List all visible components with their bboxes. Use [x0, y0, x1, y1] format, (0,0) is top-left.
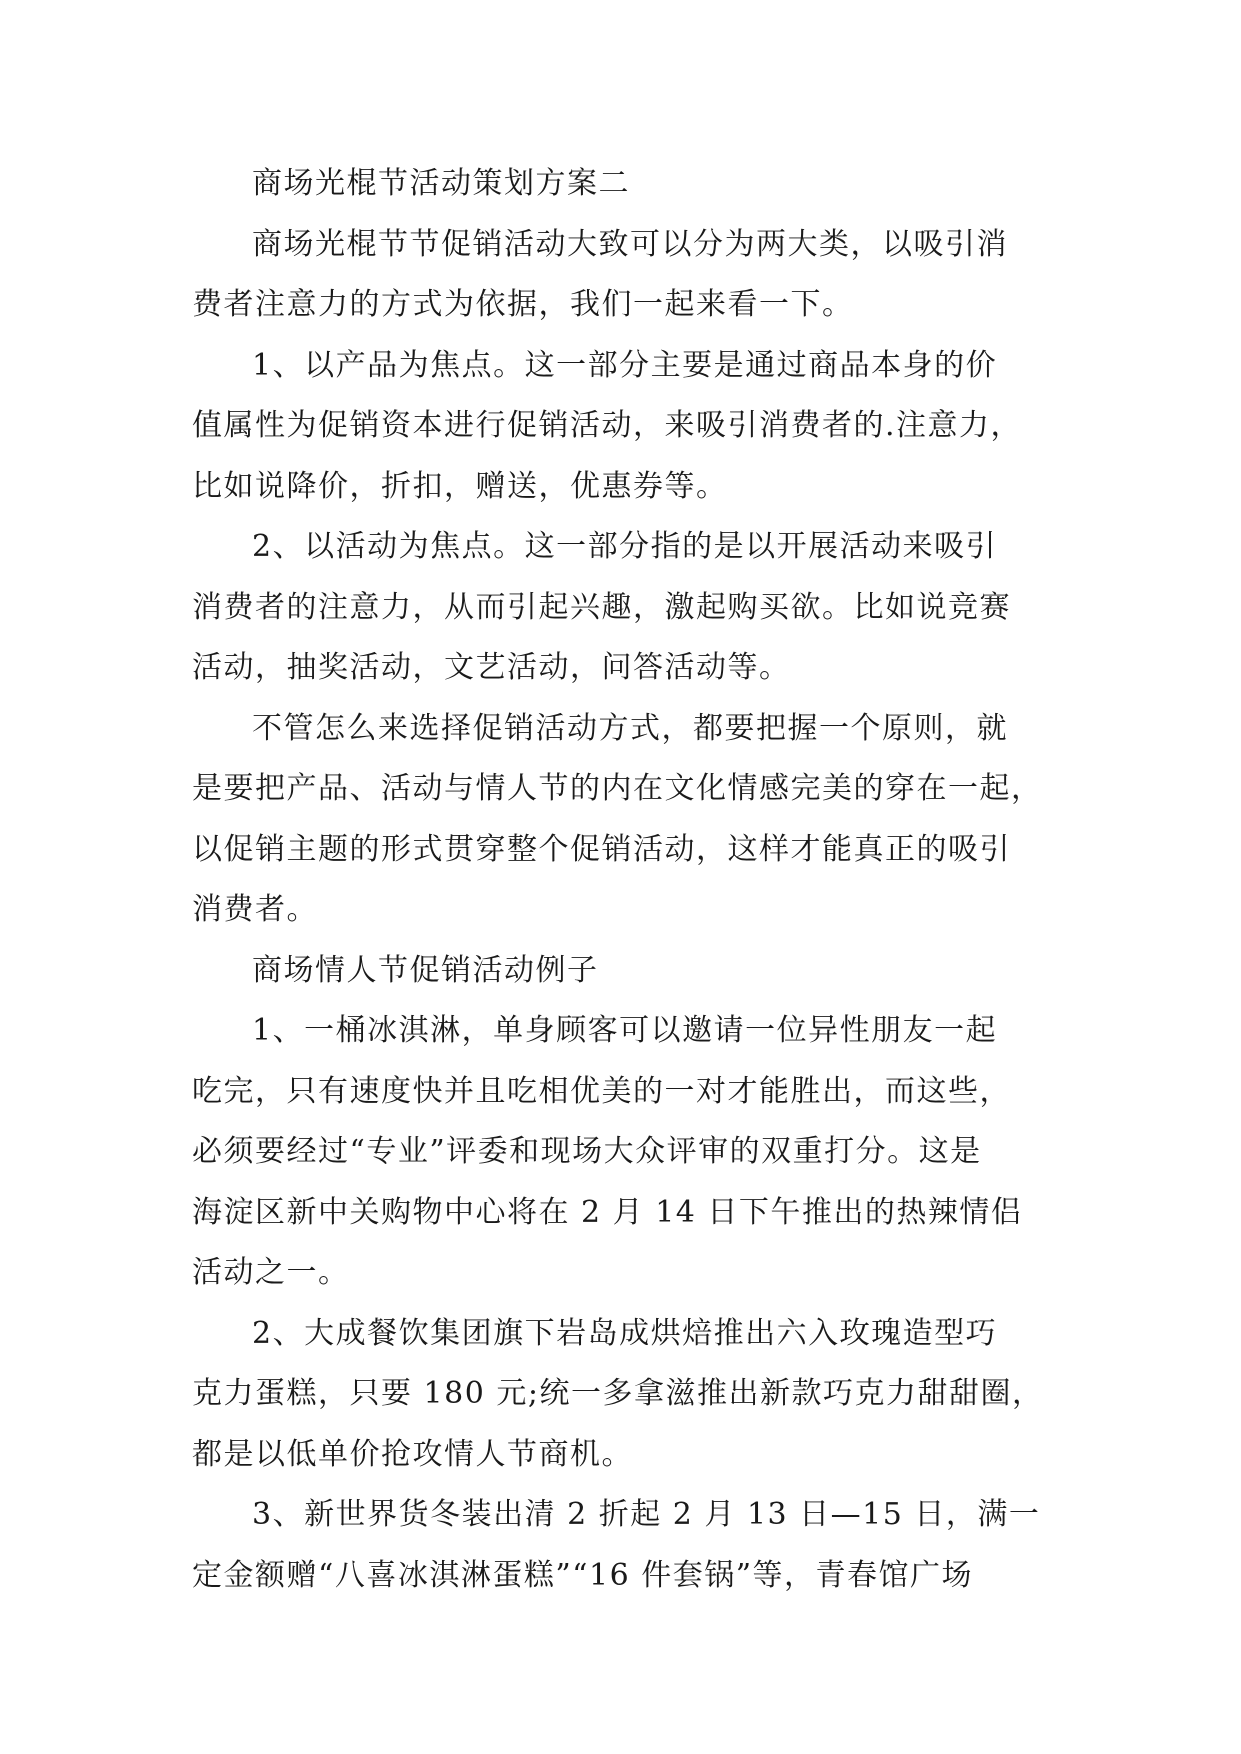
- paragraph: 1、一桶冰淇淋，单身顾客可以邀请一位异性朋友一起 吃完，只有速度快并且吃相优美的一对才能胜出，而这些， 必须要经过“专业”评委和现场大众评审的双重打分。这是 海淀区新中关购物中心将在 2 月 14 日下午推出的热辣情侣 活动之一。: [192, 1013, 1023, 1290]
- paragraph: 2、大成餐饮集团旗下岩岛成烘焙推出六入玫瑰造型巧 克力蛋糕，只要 180 元;统一多拿滋推出新款巧克力甜甜圈， 都是以低单价抢攻情人节商机。: [192, 1315, 1044, 1472]
- paragraph: 1、以产品为焦点。这一部分主要是通过商品本身的价 值属性为促销资本进行促销活动，来吸引消费者的.注意力， 比如说降价，折扣，赠送，优惠券等。: [192, 347, 1023, 504]
- section-heading: 商场光棍节活动策划方案二: [252, 166, 630, 201]
- paragraph: 商场光棍节节促销活动大致可以分为两大类，以吸引消 费者注意力的方式为依据，我们一起来看一下。: [192, 226, 1008, 322]
- paragraph: 不管怎么来选择促销活动方式，都要把握一个原则，就 是要把产品、活动与情人节的内在文化情感完美的穿在一起， 以促销主题的形式贯穿整个促销活动，这样才能真正的吸引 消费者。: [192, 710, 1043, 927]
- paragraph: 2、以活动为焦点。这一部分指的是以开展活动来吸引 消费者的注意力，从而引起兴趣，激起购买欲。比如说竞赛 活动，抽奖活动，文艺活动，问答活动等。: [192, 529, 1011, 685]
- section-heading: 商场情人节促销活动例子: [252, 952, 599, 988]
- paragraph: 3、新世界货冬装出清 2 折起 2 月 13 日—15 日，满一 定金额赠“八喜冰淇淋蛋糕”“16 件套锅”等，青春馆广场: [192, 1497, 1041, 1593]
- document-body: [192, 154, 1056, 1606]
